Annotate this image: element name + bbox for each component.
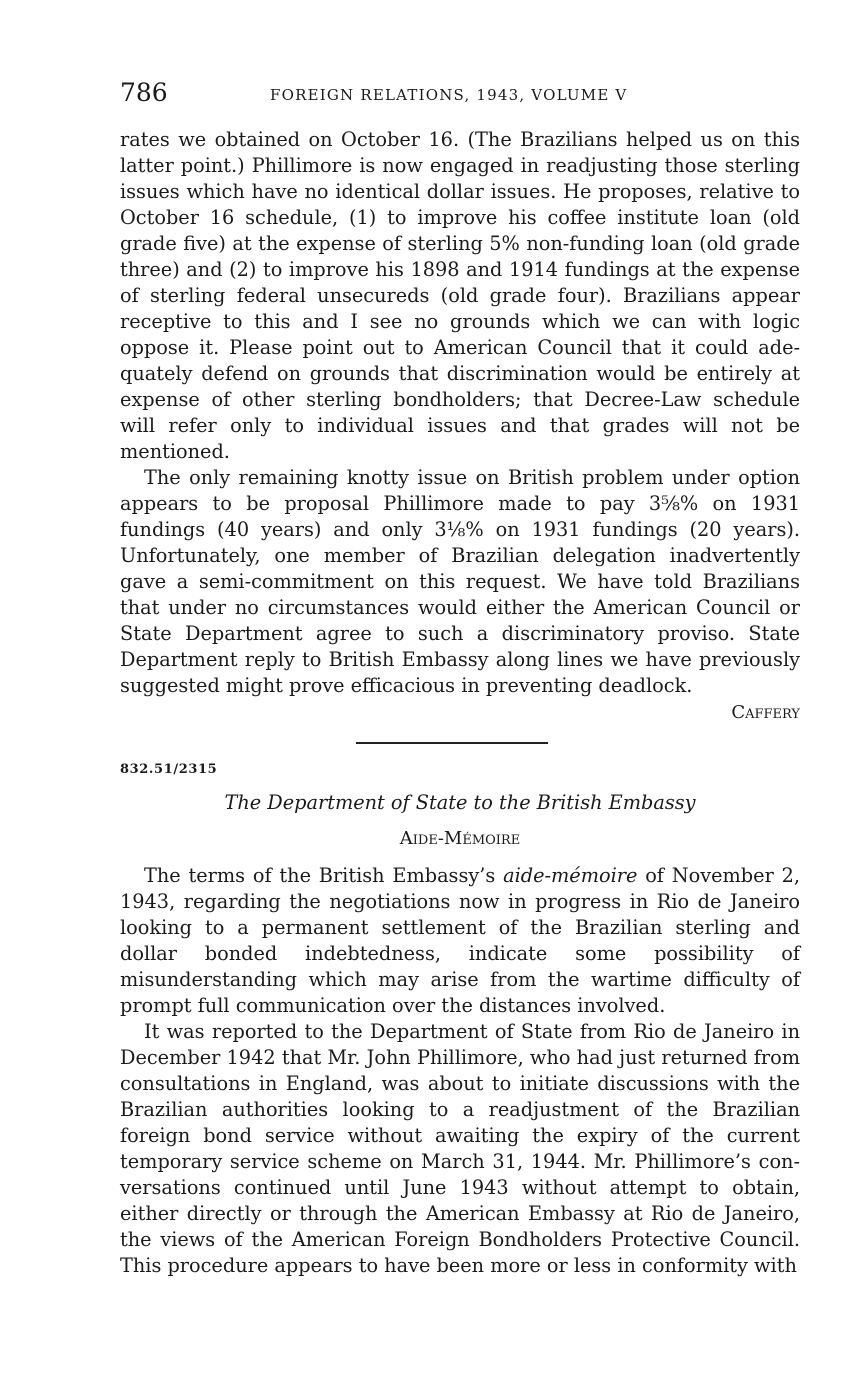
page-number: 786 — [120, 78, 168, 107]
running-head: FOREIGN RELATIONS, 1943, VOLUME V — [270, 86, 628, 104]
page-header — [120, 78, 800, 112]
page-body — [120, 127, 800, 1279]
telegram-paragraph: rates we obtained on October 16. (The Brazilians helped us on this latter point.) Phillimore is now engaged in readjusting those sterling issues which have no identical dollar issues. He proposes, relative to October 16 schedule, (1) to improve his coffee institute loan (old grade five) at the expense of sterling 5% non-funding loan (old grade three) and (2) to improve his 1898 and 1914 fundings at the expense of sterling federal unsecureds (old grade four). Brazilians appear receptive to this and I see no grounds which we can with logic oppose it. Please point out to American Council that it could adequately defend on grounds that discrimination would be entirely at expense of other sterling bondholders; that Decree-Law schedule will refer only to individual issues and that grades will not be mentioned. — [120, 128, 800, 463]
memo-text: The terms of the British Embassy’s — [144, 864, 504, 887]
signature: Caffery — [731, 702, 800, 723]
document-title: The Department of State to the British Embassy — [224, 791, 696, 814]
memo-paragraph: It was reported to the Department of State from Rio de Janeiro in December 1942 that Mr. John Phillimore, who had just returned from consultations in England, was about to initiate discussions with the Brazilian authorities looking to a readjustment of the Brazilian foreign bond service without awaiting the expiry of the current temporary service scheme on March 31, 1944. Mr. Phillimore’s conversations continued until June 1943 without attempt to obtain, either directly or through the American Embassy at Rio de Janeiro, the views of the American Foreign Bondholders Protective Council. This procedure appears to have been more or less in conformity with — [120, 1020, 800, 1277]
telegram-paragraph: The only remaining knotty issue on British problem under option appears to be proposal Phillimore made to pay 3⅝% on 1931 fundings (40 years) and only 3⅛% on 1931 fundings (20 years). Unfortunately, one member of Brazilian delegation inadvertently gave a semi-commitment on this request. We have told Brazilians that under no circumstances would either the American Council or State Department agree to such a discriminatory proviso. State Department reply to British Embassy along lines we have previously suggested might prove efficacious in preventing deadlock. — [120, 466, 800, 697]
memo-text: of November 2, 1943, regarding the negotiations now in progress in Rio de Janeiro looking to a permanent settlement of the Brazilian sterling and dollar bonded indebtedness, indicate some possibility of misunderstanding which may arise from the wartime difficulty of prompt full communication over the distances involved. — [120, 864, 800, 1017]
section-divider — [356, 742, 548, 744]
document-type-label: Aide-Mémoire — [399, 828, 521, 849]
memo-italic-term: aide-mémoire — [503, 864, 638, 887]
file-number: 832.51/2315 — [120, 762, 218, 777]
memo-paragraph — [120, 863, 800, 1019]
